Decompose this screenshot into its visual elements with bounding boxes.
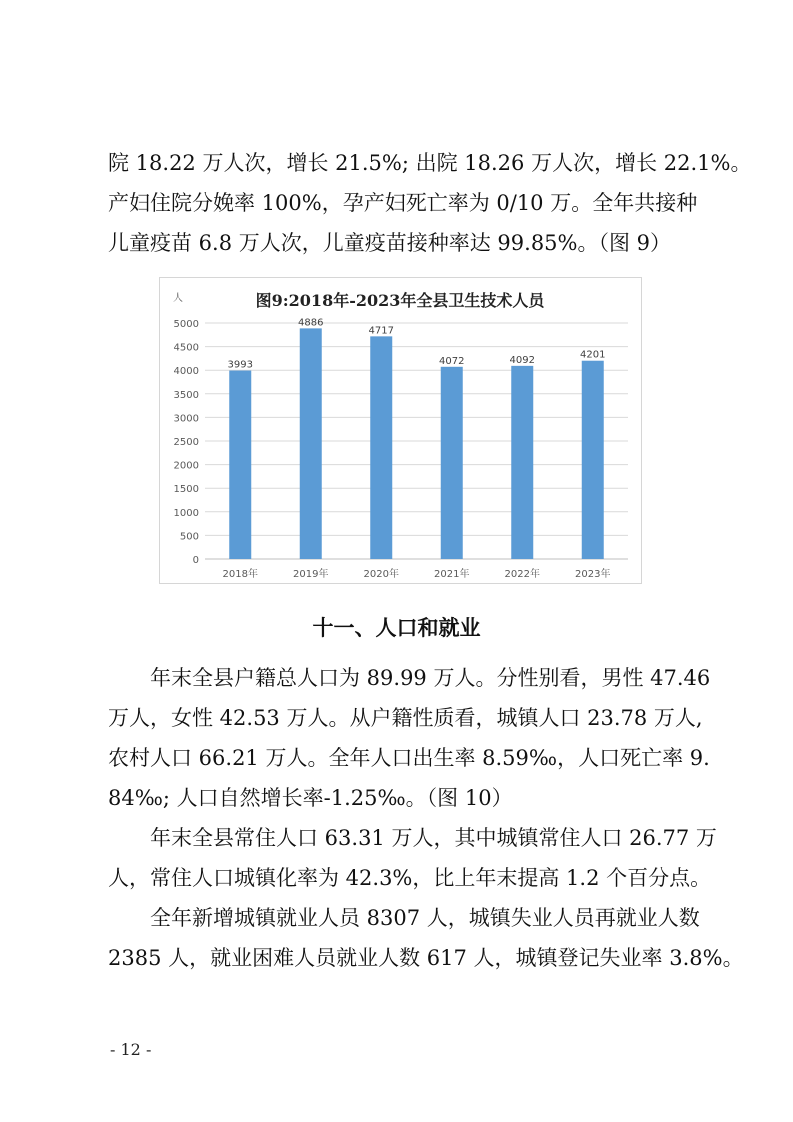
chart-health-technicians [159, 277, 642, 584]
text-line: 万人，女性 42.53 万人。从户籍性质看，城镇人口 23.78 万人, [108, 706, 703, 730]
data-labels [228, 317, 606, 370]
page-number: - 12 - [110, 1040, 152, 1059]
paragraph-health-stats [108, 143, 752, 263]
text-line: 院 18.22 万人次，增长 21.5%; 出院 18.26 万人次，增长 22.1%。 [108, 151, 752, 175]
data-label: 4201 [580, 349, 606, 361]
x-tick-label: 2023年 [575, 569, 611, 580]
bars [229, 328, 604, 559]
x-tick-label: 2019年 [293, 569, 329, 580]
bar-2021年 [441, 367, 463, 559]
bar-chart [160, 278, 641, 583]
text-line: 年末全县常住人口 63.31 万人，其中城镇常住人口 26.77 万 [108, 826, 717, 850]
y-tick-label: 500 [179, 531, 199, 543]
y-tick-label: 1000 [173, 507, 199, 519]
y-tick-label: 0 [192, 555, 199, 566]
data-label: 4717 [368, 325, 394, 337]
y-tick-labels [174, 319, 199, 566]
bar-2022年 [511, 366, 533, 559]
bar-2019年 [300, 328, 322, 559]
y-tick-label: 3500 [173, 389, 199, 401]
x-tick-label: 2021年 [434, 569, 470, 580]
y-tick-label: 2000 [173, 460, 199, 472]
y-axis-label: 人 [173, 293, 183, 304]
section-heading: 十一、人口和就业 [312, 616, 481, 640]
text-line: 年末全县户籍总人口为 89.99 万人。分性别看，男性 47.46 [108, 666, 711, 690]
paragraph-registered-population [108, 658, 711, 818]
y-tick-label: 4500 [173, 342, 199, 354]
y-tick-label: 3000 [173, 413, 199, 425]
bar-2020年 [370, 336, 392, 559]
bar-2018年 [229, 371, 251, 559]
x-tick-label: 2022年 [504, 569, 540, 580]
y-tick-label: 4000 [173, 366, 199, 378]
x-tick-labels [223, 567, 611, 580]
x-tick-label: 2018年 [222, 569, 258, 580]
y-tick-label: 1500 [173, 484, 199, 496]
x-tick-label: 2020年 [363, 569, 399, 580]
text-line: 全年新增城镇就业人员 8307 人，城镇失业人员再就业人数 [108, 906, 700, 930]
text-line: 2385 人，就业困难人员就业人数 617 人，城镇登记失业率 3.8%。 [108, 946, 744, 970]
bar-2023年 [582, 361, 604, 559]
paragraph-employment [108, 898, 744, 978]
data-label: 4886 [298, 317, 324, 329]
paragraph-resident-population [108, 818, 717, 898]
text-line: 84‰; 人口自然增长率-1.25‰。（图 10） [108, 786, 513, 810]
data-label: 3993 [227, 359, 253, 371]
text-line: 儿童疫苗 6.8 万人次，儿童疫苗接种率达 99.85%。（图 9） [108, 231, 672, 255]
text-line: 产妇住院分娩率 100%，孕产妇死亡率为 0/10 万。全年共接种 [108, 191, 698, 215]
data-label: 4072 [439, 355, 465, 367]
text-line: 人，常住人口城镇化率为 42.3%，比上年末提高 1.2 个百分点。 [108, 866, 712, 890]
text-line: 农村人口 66.21 万人。全年人口出生率 8.59‰，人口死亡率 9. [108, 746, 710, 770]
y-tick-label: 5000 [173, 319, 199, 330]
chart-title: 图9:2018年-2023年全县卫生技术人员 [255, 291, 545, 310]
data-label: 4092 [509, 354, 535, 366]
y-tick-label: 2500 [173, 437, 199, 448]
grid-lines [205, 323, 628, 559]
